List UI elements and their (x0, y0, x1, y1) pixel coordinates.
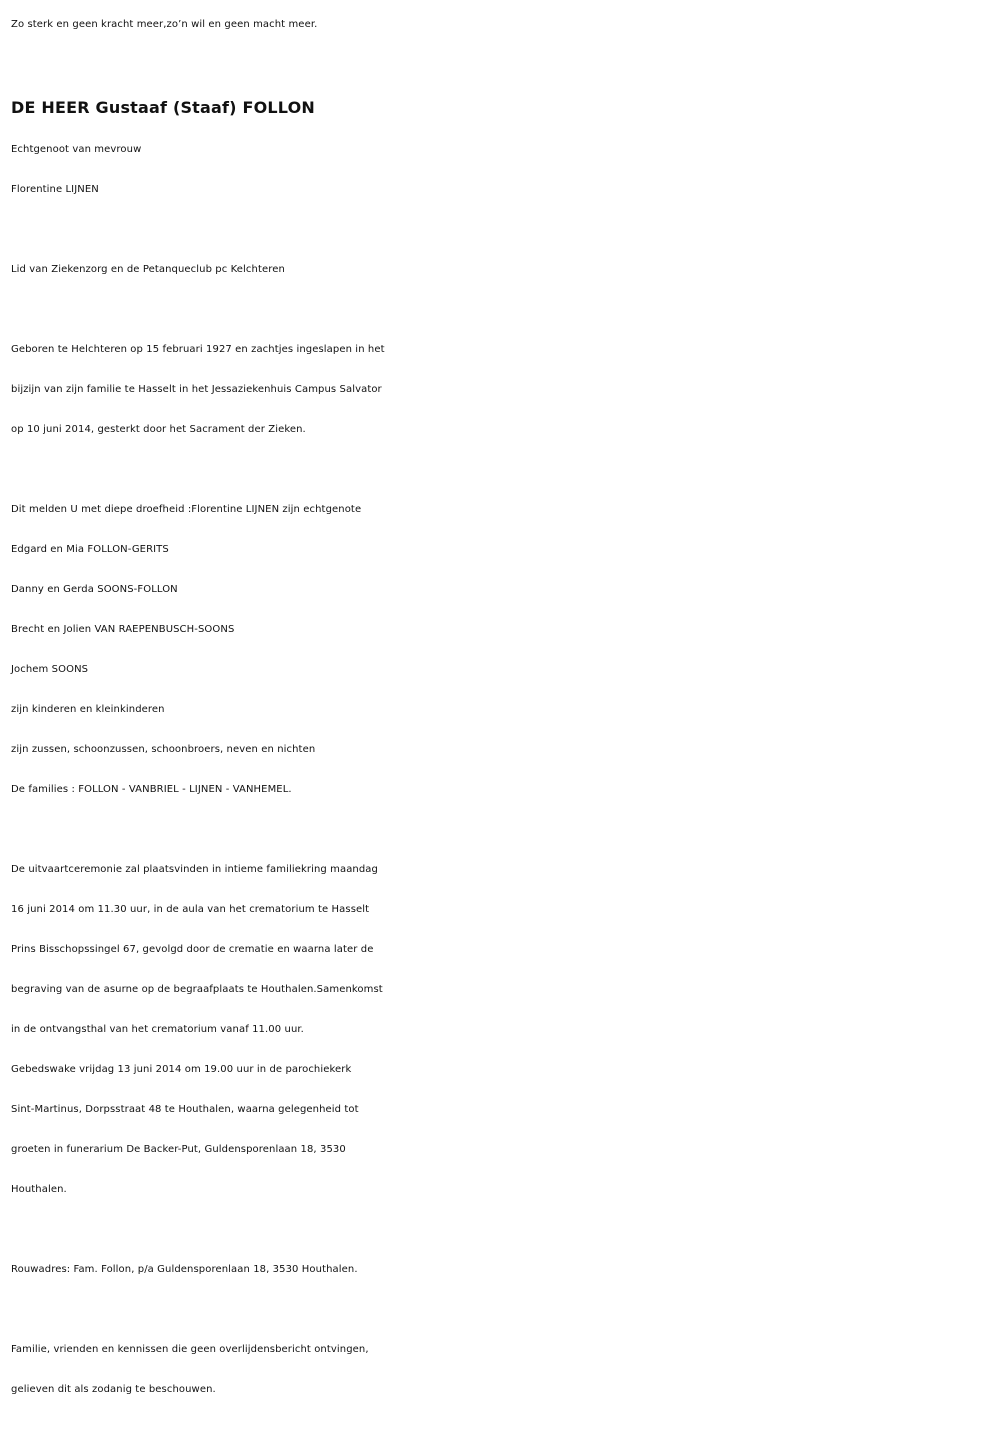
paragraph-line: Geboren te Helchteren op 15 februari 1927 en zachtjes ingeslapen in het (11, 344, 385, 355)
paragraph-line: begraving van de asurne op de begraafplaats te Houthalen.Samenkomst (11, 984, 383, 995)
family-member-line: Edgard en Mia FOLLON-GERITS (11, 544, 169, 555)
paragraph-line: op 10 juni 2014, gesterkt door het Sacrament der Zieken. (11, 424, 306, 435)
family-member-line: Brecht en Jolien VAN RAEPENBUSCH-SOONS (11, 624, 235, 635)
paragraph-spacer (11, 1290, 991, 1330)
membership-line: Lid van Ziekenzorg en de Petanqueclub pc Kelchteren (11, 264, 285, 275)
birth-death-paragraph (11, 330, 991, 450)
family-member-line: Jochem SOONS (11, 664, 89, 675)
paragraph-line: Familie, vrienden en kennissen die geen overlijdensbericht ontvingen, (11, 1344, 369, 1355)
closing-paragraph (11, 1330, 991, 1410)
ceremony-paragraph (11, 850, 991, 1210)
paragraph-line: Gebedswake vrijdag 13 juni 2014 om 19.00 uur in de parochiekerk (11, 1064, 352, 1075)
opening-quote: Zo sterk en geen kracht meer,zo’n wil en geen macht meer. (11, 19, 318, 30)
paragraph-line: De uitvaartceremonie zal plaatsvinden in intieme familiekring maandag (11, 864, 378, 875)
paragraph-line: zijn kinderen en kleinkinderen (11, 704, 165, 715)
announcement-paragraph (11, 490, 991, 810)
paragraph-line: Houthalen. (11, 1184, 67, 1195)
paragraph-line: Dit melden U met diepe droefheid :Florentine LIJNEN zijn echtgenote (11, 504, 362, 515)
paragraph-spacer (11, 1210, 991, 1250)
paragraph-spacer (11, 450, 991, 490)
paragraph-line: gelieven dit als zodanig te beschouwen. (11, 1384, 216, 1395)
paragraph-line: bijzijn van zijn familie te Hasselt in het Jessaziekenhuis Campus Salvator (11, 384, 382, 395)
families-line: De families : FOLLON - VANBRIEL - LIJNEN - VANHEMEL. (11, 784, 292, 795)
paragraph-line: Sint-Martinus, Dorpsstraat 48 te Houthalen, waarna gelegenheid tot (11, 1104, 359, 1115)
paragraph-line: Prins Bisschopssingel 67, gevolgd door de crematie en waarna later de (11, 944, 374, 955)
paragraph-spacer (11, 290, 991, 330)
family-member-line: Danny en Gerda SOONS-FOLLON (11, 584, 178, 595)
paragraph-line: groeten in funerarium De Backer-Put, Guldensporenlaan 18, 3530 (11, 1144, 346, 1155)
spouse-block (11, 130, 991, 210)
paragraph-line: in de ontvangsthal van het crematorium vanaf 11.00 uur. (11, 1024, 304, 1035)
paragraph-spacer (11, 210, 991, 250)
mourning-address-line: Rouwadres: Fam. Follon, p/a Guldensporenlaan 18, 3530 Houthalen. (11, 1264, 358, 1275)
deceased-name-heading: DE HEER Gustaaf (Staaf) FOLLON (11, 98, 316, 117)
paragraph-spacer (11, 810, 991, 850)
paragraph-line: zijn zussen, schoonzussen, schoonbroers, neven en nichten (11, 744, 316, 755)
spouse-line: Echtgenoot van mevrouw (11, 144, 142, 155)
paragraph-line: 16 juni 2014 om 11.30 uur, in de aula van het crematorium te Hasselt (11, 904, 370, 915)
obituary-document (11, 0, 991, 1410)
spouse-line: Florentine LIJNEN (11, 184, 99, 195)
